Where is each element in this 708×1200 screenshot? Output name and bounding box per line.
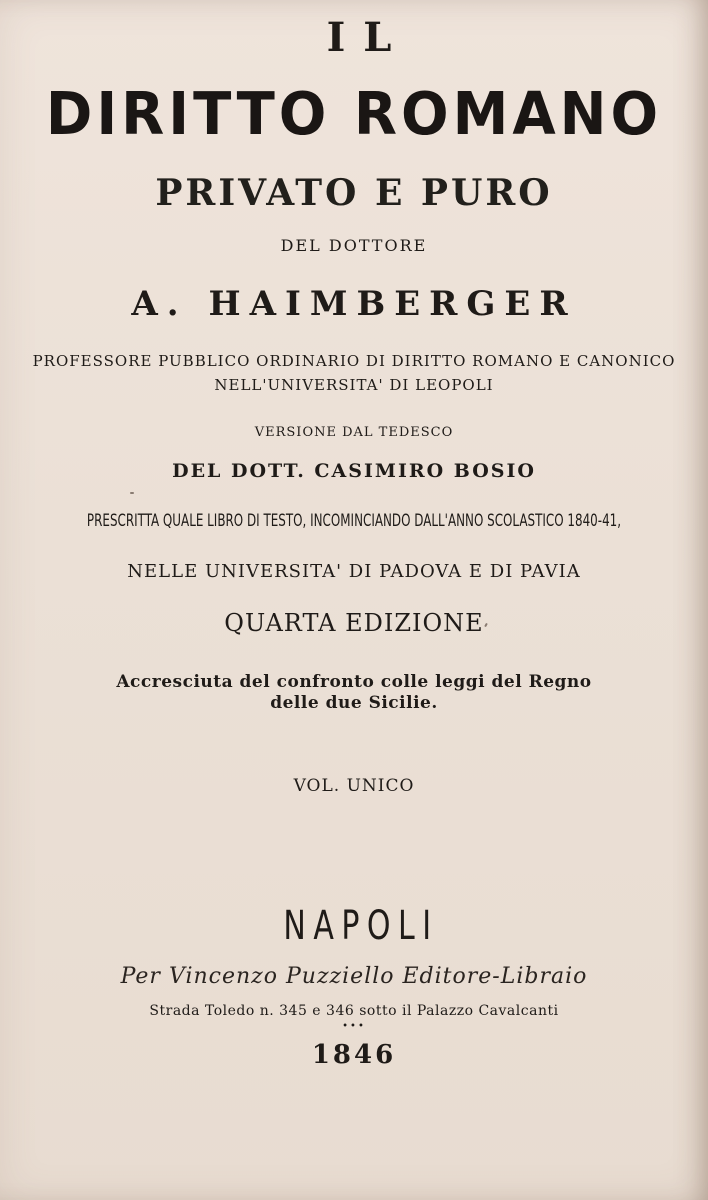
book-subtitle: PRIVATO E PURO xyxy=(155,172,553,214)
imprint-address: Strada Toledo n. 345 e 346 sotto il Palazzo Cavalcanti xyxy=(149,1003,559,1019)
imprint-city: NAPOLI xyxy=(283,903,439,949)
author-preposition: DEL DOTTORE xyxy=(280,236,428,255)
imprint-publisher: Per Vincenzo Puzziello Editore-Libraio xyxy=(120,964,588,989)
author-name: A. HAIMBERGER xyxy=(131,284,577,324)
publication-year: 1846 xyxy=(311,1040,397,1070)
prescription-line1: PRESCRITTA QUALE LIBRO DI TESTO, INCOMINCIANDO DALL'ANNO SCOLASTICO 1840-41, xyxy=(86,511,622,531)
prescription-line2: NELLE UNIVERSITA' DI PADOVA E DI PAVIA xyxy=(127,561,581,582)
translation-note: VERSIONE DAL TEDESCO xyxy=(254,425,454,440)
translator-name: DEL DOTT. CASIMIRO BOSIO xyxy=(172,460,536,482)
volume-label: VOL. UNICO xyxy=(293,776,415,796)
paper-speck xyxy=(130,492,134,494)
ornament-divider: ••• xyxy=(342,1021,366,1032)
book-title: DIRITTO ROMANO xyxy=(45,80,663,149)
author-position-line1: PROFESSORE PUBBLICO ORDINARIO DI DIRITTO ROMANO E CANONICO xyxy=(32,352,676,370)
edition-note-line2: delle due Sicilie. xyxy=(270,693,438,713)
edition-name: QUARTA EDIZIONE xyxy=(224,609,484,637)
title-article: IL xyxy=(326,14,410,61)
edition-note-line1: Accresciuta del confronto colle leggi del Regno xyxy=(116,672,592,692)
author-position-line2: NELL'UNIVERSITA' DI LEOPOLI xyxy=(214,376,494,394)
